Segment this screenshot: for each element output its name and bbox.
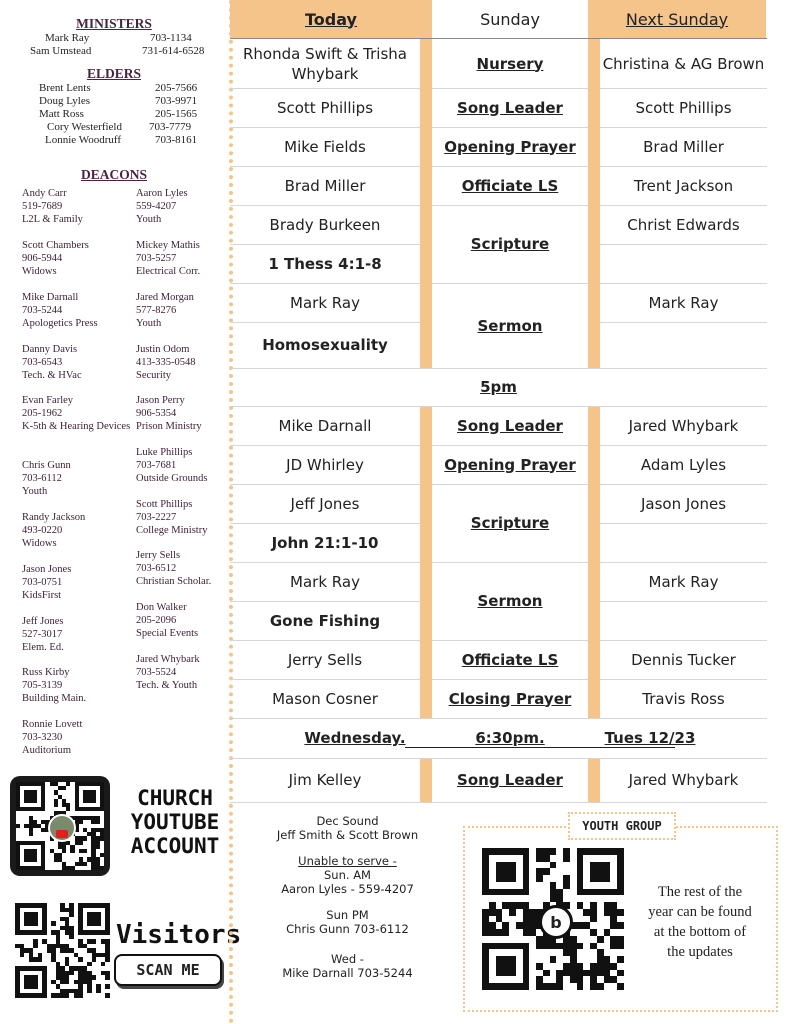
next-sunday-cell: Scott Phillips bbox=[635, 98, 732, 117]
role-song-leader: Song Leader bbox=[457, 98, 563, 117]
next-sunday-cell: Jared Whybark bbox=[628, 771, 739, 789]
deacon-entry: Andy Carr 519-7689 L2L & Family bbox=[22, 188, 83, 225]
youtube-logo-icon bbox=[56, 830, 68, 838]
elder-name: Matt Ross bbox=[39, 108, 84, 120]
next-sunday-cell: Christ Edwards bbox=[627, 215, 740, 234]
youth-group-text: The rest of the year can be found at the bottom of the updates bbox=[648, 884, 752, 960]
header-next-sunday: Next Sunday bbox=[625, 9, 729, 29]
header-today: Today bbox=[305, 9, 357, 29]
wednesday-underline bbox=[405, 747, 675, 748]
deacon-entry: Ronnie Lovett 703-3230 Auditorium bbox=[22, 719, 83, 756]
today-cell: Brad Miller bbox=[284, 176, 366, 195]
elder-phone: 703-9971 bbox=[155, 95, 198, 107]
evening-label: 5pm bbox=[480, 378, 517, 396]
column-band bbox=[588, 758, 600, 802]
deacon-entry: Chris Gunn 703-6112 Youth bbox=[22, 460, 71, 497]
next-sunday-cell: Adam Lyles bbox=[640, 455, 727, 474]
deacon-entry: Aaron Lyles 559-4207 Youth bbox=[136, 188, 188, 225]
elder-phone: 703-8161 bbox=[155, 134, 198, 146]
next-sunday-cell: Travis Ross bbox=[642, 689, 725, 708]
today-cell: Jerry Sells bbox=[287, 650, 363, 669]
deacon-entry: Scott Phillips 703-2227 College Ministry bbox=[136, 499, 208, 536]
column-band bbox=[420, 406, 432, 718]
today-cell: Rhonda Swift & Trisha Whybark bbox=[243, 44, 407, 83]
column-band bbox=[588, 406, 600, 718]
scripture-reader: Jeff Jones bbox=[290, 494, 360, 513]
deacon-entry: Evan Farley 205-1962 K-5th & Hearing Devices bbox=[22, 395, 131, 432]
role-opening-prayer: Opening Prayer bbox=[444, 455, 576, 474]
deacon-entry: Jared Morgan 577-8276 Youth bbox=[136, 292, 194, 329]
elder-name: Lonnie Woodruff bbox=[45, 134, 122, 146]
deacon-entry: Mickey Mathis 703-5257 Electrical Corr. bbox=[136, 240, 201, 277]
role-scripture: Scripture bbox=[470, 514, 550, 532]
scripture-passage: John 21:1-10 bbox=[271, 533, 379, 552]
next-sunday-cell: Mark Ray bbox=[648, 572, 719, 591]
wednesday-date: Tues 12/23 bbox=[604, 729, 696, 747]
sermon-topic: Homosexuality bbox=[262, 336, 388, 354]
ministers-title: MINISTERS bbox=[76, 16, 152, 31]
scan-me-badge: SCAN ME bbox=[114, 954, 222, 986]
youth-group-qr-code[interactable] bbox=[482, 848, 624, 990]
next-sunday-cell: Jared Whybark bbox=[628, 416, 739, 435]
minister-name: Sam Umstead bbox=[30, 45, 92, 57]
sound-and-substitutes-note: Dec Sound Jeff Smith & Scott Brown Unable to serve - Sun. AM Aaron Lyles - 559-4207 Sun PM Chris Gunn 703-6112 Wed - Mike Darnall 703-5244 bbox=[276, 814, 419, 980]
next-sunday-cell: Mark Ray bbox=[648, 293, 719, 312]
scripture-reader: Brady Burkeen bbox=[269, 215, 381, 234]
wednesday-time: 6:30pm. bbox=[475, 729, 545, 747]
column-band bbox=[420, 38, 432, 368]
youtube-qr-code[interactable] bbox=[10, 776, 110, 876]
deacon-entry: Randy Jackson 493-0220 Widows bbox=[22, 512, 86, 549]
role-officiate-ls: Officiate LS bbox=[461, 650, 559, 669]
next-sunday-cell: Christina & AG Brown bbox=[602, 54, 765, 73]
deacon-entry: Don Walker 205-2096 Special Events bbox=[136, 602, 199, 639]
header-sunday: Sunday bbox=[480, 9, 540, 29]
today-cell: Scott Phillips bbox=[276, 98, 374, 117]
elders-title: ELDERS bbox=[86, 66, 142, 81]
deacon-entry: Mike Darnall 703-5244 Apologetics Press bbox=[22, 292, 98, 329]
role-nursery: Nursery bbox=[476, 54, 544, 73]
deacon-entry: Scott Chambers 906-5944 Widows bbox=[22, 240, 89, 277]
today-cell: Mike Fields bbox=[284, 137, 366, 156]
elder-name: Brent Lents bbox=[39, 82, 91, 94]
sermon-topic: Gone Fishing bbox=[269, 611, 381, 630]
deacon-entry: Jason Perry 906-5354 Prison Ministry bbox=[136, 395, 202, 432]
deacon-entry: Jared Whybark 703-5524 Tech. & Youth bbox=[136, 654, 200, 691]
deacon-entry: Jason Jones 703-0751 KidsFirst bbox=[22, 564, 72, 601]
deacons-title: DEACONS bbox=[80, 167, 147, 182]
role-scripture: Scripture bbox=[470, 235, 550, 253]
role-opening-prayer: Opening Prayer bbox=[444, 137, 576, 156]
deacon-entry: Jeff Jones 527-3017 Elem. Ed. bbox=[22, 616, 64, 653]
visitors-label: Visitors bbox=[116, 920, 242, 950]
next-sunday-cell: Brad Miller bbox=[643, 137, 724, 156]
role-sermon: Sermon bbox=[477, 592, 543, 610]
deacon-entry: Jerry Sells 703-6512 Christian Scholar. bbox=[136, 550, 212, 587]
minister-phone: 731-614-6528 bbox=[142, 45, 205, 57]
minister-name: Mark Ray bbox=[45, 32, 90, 44]
column-band bbox=[588, 38, 600, 368]
next-sunday-cell: Trent Jackson bbox=[633, 176, 734, 195]
today-cell: JD Whirley bbox=[286, 455, 364, 474]
qr-code-pattern bbox=[15, 903, 110, 998]
elder-name: Cory Westerfield bbox=[47, 121, 122, 133]
role-sermon: Sermon bbox=[477, 316, 543, 335]
deacon-entry: Luke Phillips 703-7681 Outside Grounds bbox=[136, 447, 208, 484]
today-cell: Mike Darnall bbox=[278, 416, 372, 435]
role-song-leader: Song Leader bbox=[457, 771, 563, 789]
minister-phone: 703-1134 bbox=[150, 32, 192, 44]
elder-phone: 205-7566 bbox=[155, 82, 198, 94]
youtube-account-label: CHURCH YOUTUBE ACCOUNT bbox=[130, 786, 220, 858]
sermon-preacher: Mark Ray bbox=[290, 572, 360, 591]
today-cell: Jim Kelley bbox=[288, 771, 362, 789]
scripture-passage: 1 Thess 4:1-8 bbox=[268, 254, 382, 273]
next-sunday-cell: Jason Jones bbox=[640, 494, 727, 513]
column-band bbox=[420, 758, 432, 802]
elder-phone: 703-7779 bbox=[149, 121, 192, 133]
today-cell: Mason Cosner bbox=[272, 689, 378, 708]
elder-phone: 205-1565 bbox=[155, 108, 198, 120]
role-closing-prayer: Closing Prayer bbox=[448, 689, 572, 708]
brand-logo-icon: b bbox=[539, 905, 573, 939]
leadership-column bbox=[0, 0, 242, 1024]
sermon-preacher: Mark Ray bbox=[290, 293, 360, 312]
deacon-entry: Justin Odom 413-335-0548 Security bbox=[136, 344, 196, 381]
visitors-qr-code[interactable] bbox=[15, 903, 110, 998]
youth-group-title: YOUTH GROUP bbox=[568, 812, 676, 840]
role-song-leader: Song Leader bbox=[457, 416, 563, 435]
next-sunday-cell: Dennis Tucker bbox=[631, 650, 736, 669]
deacon-entry: Russ Kirby 705-3139 Building Main. bbox=[22, 667, 87, 704]
elder-name: Doug Lyles bbox=[39, 95, 91, 107]
deacon-entry: Danny Davis 703-6543 Tech. & HVac bbox=[22, 344, 82, 381]
role-officiate-ls: Officiate LS bbox=[461, 176, 559, 195]
wednesday-label: Wednesday. bbox=[304, 729, 406, 747]
